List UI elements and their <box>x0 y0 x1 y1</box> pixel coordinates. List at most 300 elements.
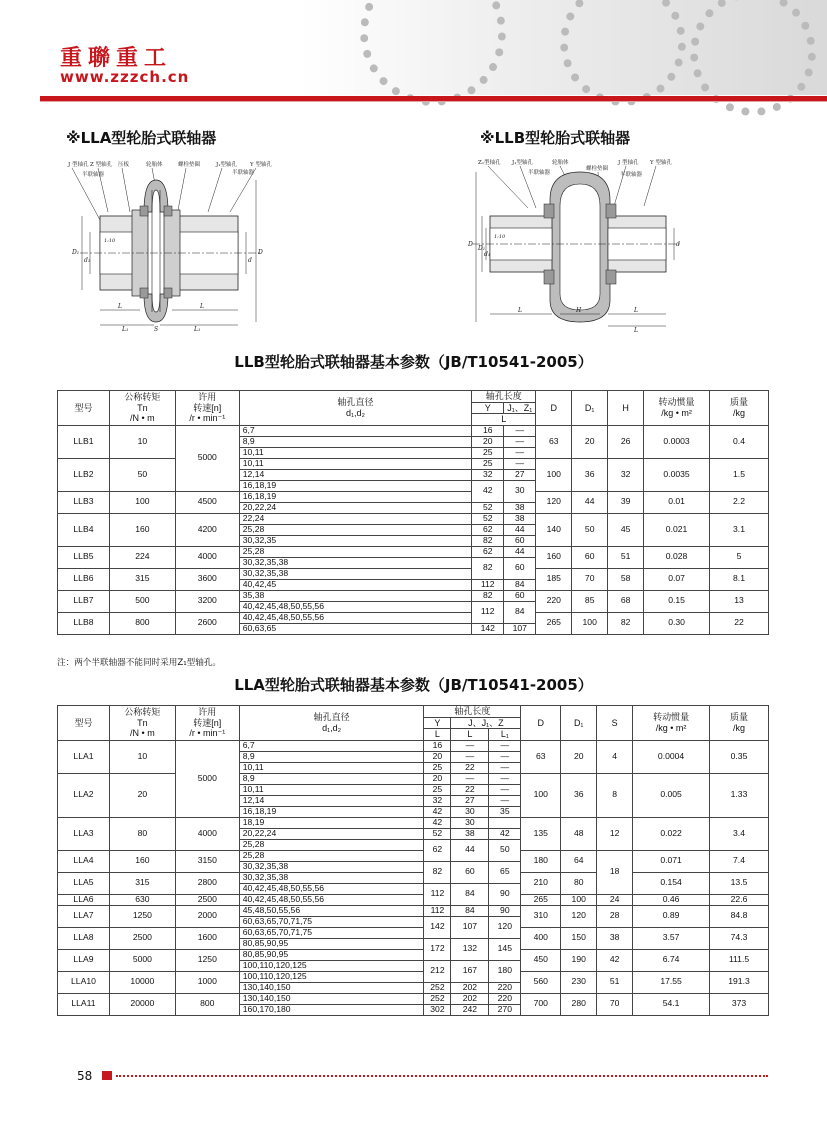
table-cell: 82 <box>424 861 451 883</box>
table-cell: 12,14 <box>239 795 424 806</box>
table-cell: 40,42,45,48,50,55,56 <box>239 883 424 894</box>
table-cell: 22 <box>710 612 769 634</box>
table-cell: 22,24 <box>239 513 472 524</box>
header-line: /N • m <box>130 728 155 738</box>
table-cell: 36 <box>561 773 597 817</box>
table-cell <box>489 817 521 828</box>
table-cell: 74.3 <box>710 927 769 949</box>
dim-label: 1:10 <box>104 238 116 244</box>
table-cell: 16,18,19 <box>239 480 472 491</box>
col-header-inertia <box>644 391 710 426</box>
dim-label: L <box>518 307 522 314</box>
table-cell: 130,140,150 <box>239 982 424 993</box>
table-cell: 16 <box>472 425 504 436</box>
table-cell: 16,18,19 <box>239 806 424 817</box>
table-cell: 212 <box>424 960 451 982</box>
table-cell: — <box>504 447 536 458</box>
table-cell: 20 <box>561 740 597 773</box>
header-line: 公称转矩 <box>124 392 161 402</box>
table-cell: LLB6 <box>58 568 110 590</box>
table-cell: — <box>504 436 536 447</box>
table-cell: 18 <box>597 850 633 894</box>
header-line: /kg <box>733 722 746 733</box>
table-cell: 36 <box>572 458 608 491</box>
table-cell: 60 <box>504 535 536 546</box>
col-header-mass <box>710 391 769 426</box>
table-cell: 0.022 <box>633 817 710 850</box>
drawing-label: 半联轴器 <box>232 170 255 176</box>
table-cell: 80 <box>109 817 175 850</box>
drawing-label: 半联轴器 <box>82 172 105 178</box>
table-cell: 84.8 <box>710 905 769 927</box>
header-red-line <box>40 101 827 102</box>
table-cell: 450 <box>521 949 561 971</box>
col-header-L1: L₁ <box>489 729 521 741</box>
header-line: Tn <box>137 717 148 728</box>
table-cell: 30 <box>504 480 536 502</box>
table-cell: 220 <box>536 590 572 612</box>
drawing-label: 轮胎体 <box>552 160 569 166</box>
dim-label: L <box>634 307 638 314</box>
header-line: 转速[n] <box>193 402 222 413</box>
table-cell: 54.1 <box>633 993 710 1015</box>
col-header-D1: D₁ <box>572 391 608 426</box>
table-cell: 4500 <box>175 491 239 513</box>
table-cell: — <box>451 773 489 784</box>
table-cell: 42 <box>424 806 451 817</box>
table-cell: 180 <box>489 960 521 982</box>
col-header-L: L <box>451 729 489 741</box>
dim-label: 1:10 <box>494 234 506 240</box>
header-line: 转动惯量 <box>653 712 690 723</box>
table-cell: 28 <box>597 905 633 927</box>
table-cell: 150 <box>561 927 597 949</box>
table-cell: 252 <box>424 982 451 993</box>
table-cell: 60,63,65,70,71,75 <box>239 916 424 927</box>
table-cell: 0.005 <box>633 773 710 817</box>
header-line: /r • min⁻¹ <box>189 413 226 423</box>
table-cell: 52 <box>472 513 504 524</box>
table-cell: 3150 <box>175 850 239 872</box>
table-cell: 25,28 <box>239 850 424 861</box>
table-cell: 84 <box>451 883 489 905</box>
table-cell: 32 <box>472 469 504 480</box>
dim-label: S <box>154 326 159 332</box>
col-header-D: D <box>521 706 561 741</box>
logo-text: 重聯重工 <box>60 46 173 71</box>
table-cell: 0.0004 <box>633 740 710 773</box>
table-cell: 51 <box>608 546 644 568</box>
dim-label: D₁ <box>72 249 80 256</box>
table-cell: 25 <box>424 784 451 795</box>
logo <box>60 48 189 85</box>
table-cell: 112 <box>472 579 504 590</box>
table-cell: 20000 <box>109 993 175 1015</box>
table-cell: 40,42,45 <box>239 579 472 590</box>
table-cell: 12 <box>597 817 633 850</box>
table-cell: 38 <box>504 502 536 513</box>
table-cell: 32 <box>608 458 644 491</box>
table-cell: LLA8 <box>58 927 110 949</box>
table-cell: 3200 <box>175 590 239 612</box>
drawing-label: 半联轴器 <box>620 172 643 178</box>
col-header-S: S <box>597 706 633 741</box>
table-cell: 2500 <box>175 894 239 905</box>
table-cell: LLB1 <box>58 425 110 458</box>
table-cell: 0.30 <box>644 612 710 634</box>
table-cell: 700 <box>521 993 561 1015</box>
table-cell: 30 <box>451 817 489 828</box>
col-header-bore <box>239 706 424 741</box>
dim-label: d <box>676 241 680 248</box>
table-cell: 38 <box>504 513 536 524</box>
table-cell: 172 <box>424 938 451 960</box>
table-cell: 20 <box>472 436 504 447</box>
header-line: 许用 <box>198 392 217 402</box>
section-title-lla: ※LLA型轮胎式联轴器 <box>66 129 217 147</box>
table-cell: 42 <box>472 480 504 502</box>
table-cell: 1.5 <box>710 458 769 491</box>
section-title-llb: ※LLB型轮胎式联轴器 <box>480 129 631 147</box>
table-cell: 230 <box>561 971 597 993</box>
table-cell: 0.071 <box>633 850 710 872</box>
header-line: 公称转矩 <box>124 707 161 717</box>
table-cell: 310 <box>521 905 561 927</box>
table-cell: LLB2 <box>58 458 110 491</box>
table-cell: 220 <box>489 993 521 1004</box>
table-cell: 120 <box>536 491 572 513</box>
table-cell: 30,32,35 <box>239 535 472 546</box>
dim-label: D₁ <box>478 245 486 252</box>
table-cell: 5000 <box>109 949 175 971</box>
table-cell: 0.0003 <box>644 425 710 458</box>
table-cell: 60,63,65,70,71,75 <box>239 927 424 938</box>
table-cell: 130,140,150 <box>239 993 424 1004</box>
table-cell: 82 <box>472 535 504 546</box>
table-cell: 85 <box>572 590 608 612</box>
table-cell: 25,28 <box>239 546 472 557</box>
table-cell: 1600 <box>175 927 239 949</box>
table-cell: 13.5 <box>710 872 769 894</box>
table-cell: 82 <box>472 590 504 601</box>
table-cell: 0.01 <box>644 491 710 513</box>
table-cell: 27 <box>504 469 536 480</box>
header-line: /N • m <box>130 413 155 423</box>
table-cell: 2800 <box>175 872 239 894</box>
drawing-label: J 型轴孔 <box>68 162 89 168</box>
table-cell: 265 <box>536 612 572 634</box>
table-cell: 167 <box>451 960 489 982</box>
table-cell: 48 <box>561 817 597 850</box>
table-cell: 10 <box>109 740 175 773</box>
table-cell: 45 <box>608 513 644 546</box>
table-cell: 202 <box>451 982 489 993</box>
table-cell: 25 <box>424 762 451 773</box>
table-cell: 39 <box>608 491 644 513</box>
col-header-model: 型号 <box>58 391 110 426</box>
dim-label: L <box>200 303 204 310</box>
llb-parameter-table <box>57 390 769 635</box>
table-cell: 5000 <box>175 740 239 817</box>
table-cell: 42 <box>597 949 633 971</box>
table-cell: 3.1 <box>710 513 769 546</box>
footer-mark-icon <box>102 1071 112 1080</box>
table-cell: LLA11 <box>58 993 110 1015</box>
table-cell: 5 <box>710 546 769 568</box>
table-cell: 112 <box>472 601 504 623</box>
drawing-label: Z 型轴孔 <box>90 162 113 168</box>
table-cell: 10,11 <box>239 447 472 458</box>
col-header-J1Z1: J₁、Z₁ <box>504 402 536 414</box>
dim-label: d <box>248 257 252 264</box>
table-cell: — <box>504 425 536 436</box>
table-cell: LLA9 <box>58 949 110 971</box>
table-cell: 20,22,24 <box>239 502 472 513</box>
table-cell: LLA2 <box>58 773 110 817</box>
table-cell: 25,28 <box>239 839 424 850</box>
table-cell: 84 <box>504 579 536 590</box>
drawing-label: 轮胎体 <box>146 162 163 168</box>
table-cell: 16 <box>424 740 451 751</box>
table-cell: 90 <box>489 883 521 905</box>
table-cell: 58 <box>608 568 644 590</box>
table-cell: 25,28 <box>239 524 472 535</box>
table-cell: 160,170,180 <box>239 1004 424 1015</box>
table-cell: 8.1 <box>710 568 769 590</box>
table-cell: 202 <box>451 993 489 1004</box>
logo-url: www.zzzch.cn <box>60 68 190 86</box>
dim-label: L <box>634 327 638 332</box>
table-cell: 0.89 <box>633 905 710 927</box>
header-line: 质量 <box>730 712 749 723</box>
table-cell: 10,11 <box>239 458 472 469</box>
table-cell: 1250 <box>175 949 239 971</box>
table-cell: 30 <box>451 806 489 817</box>
table-cell: 84 <box>504 601 536 623</box>
drawing-label: 半联轴器 <box>528 170 551 176</box>
table-cell: 26 <box>608 425 644 458</box>
lla-parameter-table <box>57 705 769 1016</box>
table-cell: — <box>489 740 521 751</box>
table-cell: 60 <box>451 861 489 883</box>
table-cell: 12,14 <box>239 469 472 480</box>
table-cell: 7.4 <box>710 850 769 872</box>
table-cell: — <box>489 773 521 784</box>
table-cell: — <box>489 795 521 806</box>
table-cell: 68 <box>608 590 644 612</box>
table-cell: — <box>489 784 521 795</box>
table-cell: 107 <box>451 916 489 938</box>
table-cell: 60 <box>504 590 536 601</box>
col-header-model: 型号 <box>58 706 110 741</box>
col-header-JJ1Z: J、J₁、Z <box>451 717 521 729</box>
table-cell: 44 <box>572 491 608 513</box>
table-cell: 0.07 <box>644 568 710 590</box>
table-cell: 400 <box>521 927 561 949</box>
table-cell: 50 <box>489 839 521 861</box>
drawing-label: J₁型轴孔 <box>216 162 237 168</box>
table-cell: 70 <box>597 993 633 1015</box>
table-cell: 800 <box>175 993 239 1015</box>
dim-label: d₁ <box>84 257 91 264</box>
table-cell: LLA5 <box>58 872 110 894</box>
table-cell: 22.6 <box>710 894 769 905</box>
table-cell: 8 <box>597 773 633 817</box>
table-cell: 35 <box>489 806 521 817</box>
table-cell: 185 <box>536 568 572 590</box>
table-cell: 30,32,35,38 <box>239 872 424 883</box>
table-cell: 0.46 <box>633 894 710 905</box>
table-cell: 2600 <box>175 612 239 634</box>
table-cell: 60 <box>504 557 536 579</box>
table-cell: 160 <box>109 850 175 872</box>
table-cell: 30,32,35,38 <box>239 568 472 579</box>
table-cell: 17.55 <box>633 971 710 993</box>
table-cell: 38 <box>451 828 489 839</box>
table-cell: 5000 <box>175 425 239 491</box>
table-cell: 100,110,120,125 <box>239 960 424 971</box>
table-cell: 22 <box>451 784 489 795</box>
llb-technical-drawing <box>468 150 698 332</box>
table-cell: 52 <box>472 502 504 513</box>
table-cell: — <box>489 762 521 773</box>
table-cell: 142 <box>472 623 504 634</box>
table-cell: 70 <box>572 568 608 590</box>
dim-label: d₁ <box>484 251 491 258</box>
table-cell: 315 <box>109 872 175 894</box>
col-header-H: H <box>608 391 644 426</box>
col-header-L: L <box>424 729 451 741</box>
table-cell: 0.4 <box>710 425 769 458</box>
lla-technical-drawing <box>60 150 290 332</box>
table-cell: 302 <box>424 1004 451 1015</box>
table-cell: 500 <box>109 590 175 612</box>
col-header-bore-length: 轴孔长度 <box>472 391 536 403</box>
table-cell: 8,9 <box>239 751 424 762</box>
table-cell: 4200 <box>175 513 239 546</box>
table-cell: 3.57 <box>633 927 710 949</box>
table-cell: 315 <box>109 568 175 590</box>
table-cell: 82 <box>608 612 644 634</box>
col-header-D1: D₁ <box>561 706 597 741</box>
table-cell: 44 <box>504 524 536 535</box>
table-cell: 50 <box>572 513 608 546</box>
table-cell: 135 <box>521 817 561 850</box>
table-cell: 42 <box>489 828 521 839</box>
table-cell: 100,110,120,125 <box>239 971 424 982</box>
table-cell: 145 <box>489 938 521 960</box>
table-cell: LLB8 <box>58 612 110 634</box>
drawing-label: 压板 <box>118 162 130 168</box>
table-cell: 63 <box>536 425 572 458</box>
table-cell: 84 <box>451 905 489 916</box>
table-cell: 40,42,45,48,50,55,56 <box>239 612 472 623</box>
lla-table-title: LLA型轮胎式联轴器基本参数（JB/T10541-2005） <box>234 676 593 694</box>
table-cell: 252 <box>424 993 451 1004</box>
table-cell: 120 <box>489 916 521 938</box>
table-cell: — <box>451 740 489 751</box>
header-line: 转速[n] <box>193 717 222 728</box>
table-cell: 40,42,45,48,50,55,56 <box>239 601 472 612</box>
table-cell: 3600 <box>175 568 239 590</box>
table-cell: 62 <box>472 524 504 535</box>
table-cell: 100 <box>521 773 561 817</box>
table-cell: 560 <box>521 971 561 993</box>
table-cell: 63 <box>521 740 561 773</box>
table-cell: 38 <box>597 927 633 949</box>
header-line: 轴孔直径 <box>337 397 374 408</box>
footer-dotted-line <box>116 1075 768 1077</box>
col-header-bore-length: 轴孔长度 <box>424 706 521 718</box>
header-line: /r • min⁻¹ <box>189 728 226 738</box>
table-cell: 630 <box>109 894 175 905</box>
table-cell: 30,32,35,38 <box>239 861 424 872</box>
dim-label: L₁ <box>122 326 129 332</box>
col-header-torque <box>109 706 175 741</box>
col-header-L: L <box>472 414 536 426</box>
table-cell: 120 <box>561 905 597 927</box>
table-cell: LLA6 <box>58 894 110 905</box>
table-cell: 270 <box>489 1004 521 1015</box>
table-cell: 112 <box>424 883 451 905</box>
table-cell: 6,7 <box>239 740 424 751</box>
table-cell: 100 <box>109 491 175 513</box>
table-cell: 80 <box>561 872 597 894</box>
table-cell: 1.33 <box>710 773 769 817</box>
table-cell: 4 <box>597 740 633 773</box>
table-cell: 60,63,65 <box>239 623 472 634</box>
page-number: 58 <box>77 1069 93 1083</box>
table-cell: 6,7 <box>239 425 472 436</box>
table-cell: 27 <box>451 795 489 806</box>
col-header-speed <box>175 706 239 741</box>
col-header-mass <box>710 706 769 741</box>
table-cell: 800 <box>109 612 175 634</box>
table-cell: 100 <box>561 894 597 905</box>
table-cell: 30,32,35,38 <box>239 557 472 568</box>
table-cell: 35,38 <box>239 590 472 601</box>
table-cell: 20 <box>109 773 175 817</box>
table-cell: LLA3 <box>58 817 110 850</box>
table-cell: 100 <box>572 612 608 634</box>
table-cell: 24 <box>597 894 633 905</box>
table-cell: 373 <box>710 993 769 1015</box>
drawing-label: 螺栓垫圈 <box>586 166 609 172</box>
table-cell: 13 <box>710 590 769 612</box>
table-cell: LLB7 <box>58 590 110 612</box>
drawing-label: J₁型轴孔 <box>512 160 533 166</box>
table-cell: 210 <box>521 872 561 894</box>
header-line: /kg • m² <box>655 722 687 733</box>
table-cell: 111.5 <box>710 949 769 971</box>
table-cell: LLA10 <box>58 971 110 993</box>
table-cell: 2000 <box>175 905 239 927</box>
table-cell: LLB4 <box>58 513 110 546</box>
table-cell: 142 <box>424 916 451 938</box>
table-cell: 82 <box>472 557 504 579</box>
table-cell: — <box>451 751 489 762</box>
table-cell: 80,85,90,95 <box>239 938 424 949</box>
table-cell: LLA4 <box>58 850 110 872</box>
col-header-Y: Y <box>472 402 504 414</box>
table-cell: 90 <box>489 905 521 916</box>
table-cell: 22 <box>451 762 489 773</box>
table-cell: 265 <box>521 894 561 905</box>
table-cell: 3.4 <box>710 817 769 850</box>
col-header-inertia <box>633 706 710 741</box>
header-line: 轴孔直径 <box>313 712 350 723</box>
header-line: 转动惯量 <box>658 397 695 408</box>
